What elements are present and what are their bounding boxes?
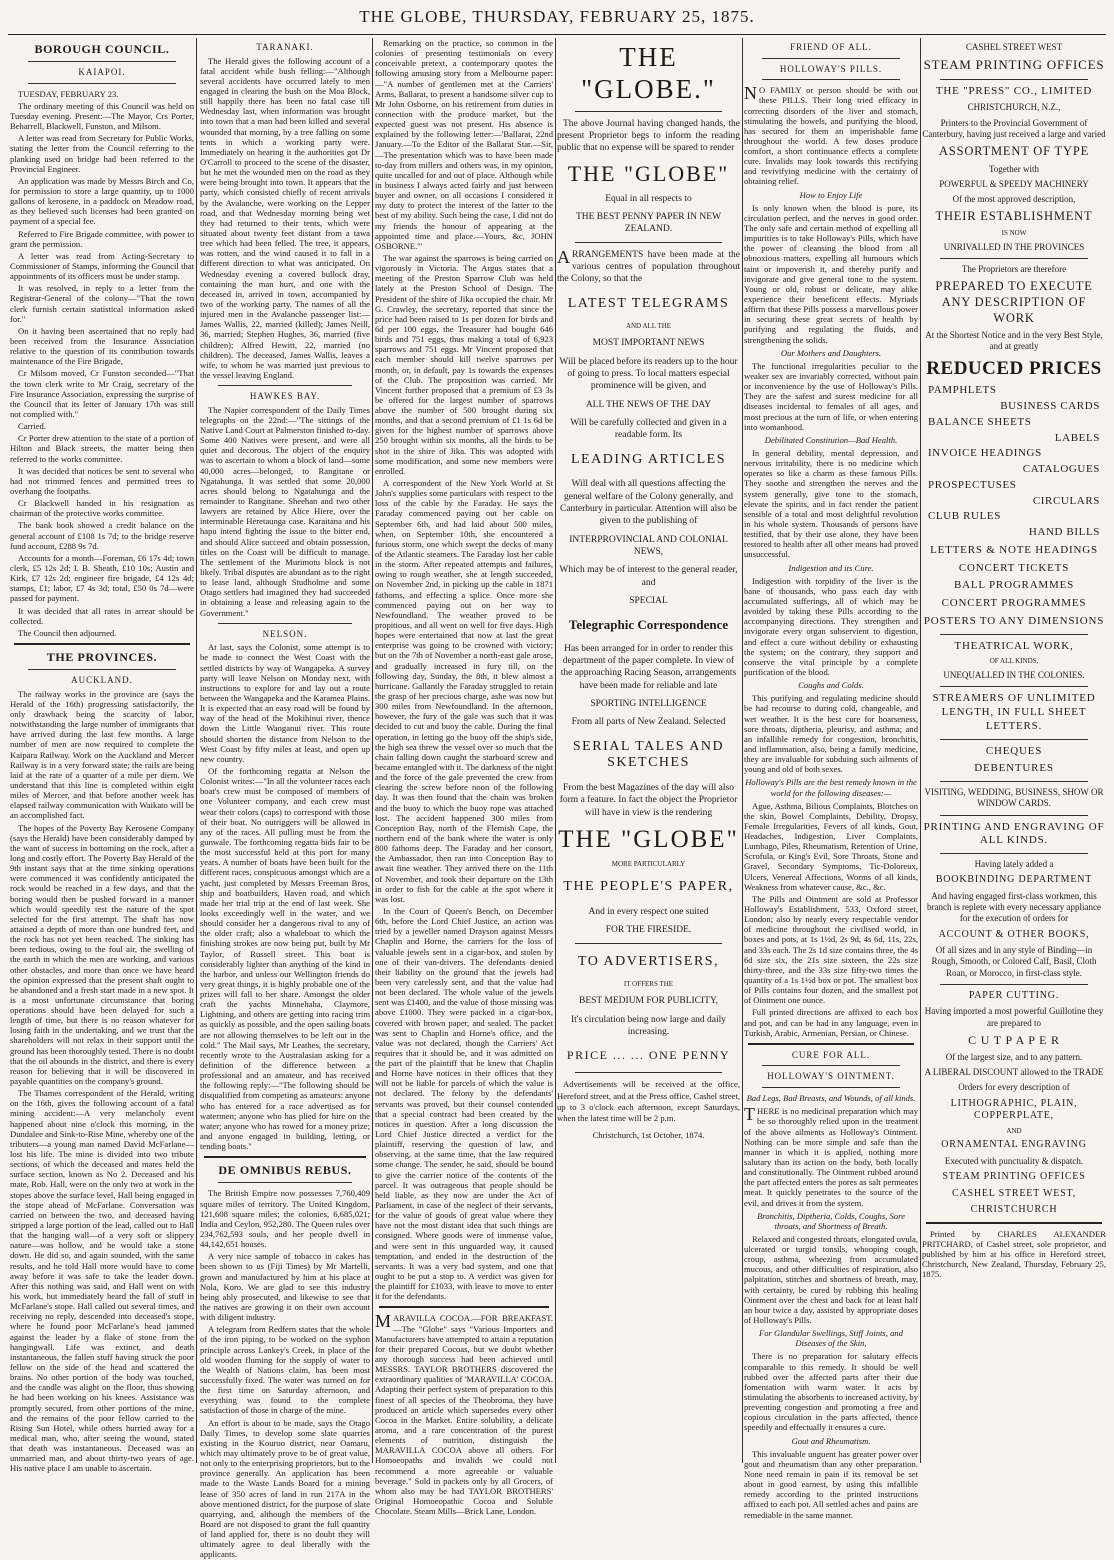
article-paragraph: The Council then adjourned. (18, 627, 117, 638)
section-subheading: KAIAPOI. (78, 67, 126, 78)
column-2 (200, 38, 370, 1560)
section-subheading: TARANAKI. (256, 42, 314, 52)
article-paragraph: Accounts for a month—Foreman, £6 17s 4d; town clerk, £5 12s 2d; I. B. Sheath, £10 10s; Austin and Kirk, £7 12s 2d; engineer fire brigade, £4 12s 4d; stamps, £1; labor, £7 4s 3d; total, £50 0s 7d—were passed for payment. (10, 552, 194, 604)
article-paragraph: A very nice sample of tobacco in cakes has been shown to us (Fiji Times) by Mr Martelli, grown and manufactured by him at his place at Nola, Koro. We are glad to see this industry being ably prosecuted, and likewise to see that the natives are growing it on their own account with diligent industry. (200, 1251, 370, 1323)
article-paragraph: The British Empire now possesses 7,760,409 square miles of territory. The United Kingdom, 121,608 square miles; the colonies, 6,685,021; India and Ceylon, 952,280. The Queen rules over 234,762,593 souls, and her people dwell in 44,142,651 houses. (200, 1188, 370, 1250)
article-paragraph: It was decided that notices be sent to several who had not trimmed fences and permitted trees to overhang the footpaths. (10, 465, 194, 496)
column-divider (196, 38, 197, 1463)
print-item: BALANCE SHEETS (928, 415, 1032, 428)
article-paragraph: TUESDAY, FEBRUARY 23. (18, 88, 119, 99)
article-paragraph: Cr Blackwell handed in his resignation as chairman of the protective works committee. (10, 498, 194, 519)
section-heading: HOLLOWAY'S OINTMENT. (767, 1071, 895, 1082)
column-4-globe-ad: THE "GLOBE." The above Journal having changed hands, the present Proprietor begs to inform the reading public that no expense will be spared to render THE "GLOBE" Equal in all respects to THE BEST PENNY PAPER IN NEW ZEALAND. ARRANGEMENTS have been made at the various centres of population throughout the Colony, so that the LATEST TELEGRAMS AND ALL THE MOST IMPORTANT NEWS Will be placed before its readers up to the hour of going to press. To local matters especial prominence will be given, and ALL THE NEWS OF THE DAY Will be carefully collected and given in a readable form. Its LEADING ARTICLES Will deal with all questions affecting the general welfare of the Colony generally, and Canterbury in particular. Attention will also be given to the publishing of INTERPROVINCIAL AND COLONIAL NEWS, Which may be of interest to the general reader, and SPECIAL Telegraphic Correspondence Has been arranged for in order to render this department of the paper complete. In view of the approaching Racing Season, arrangements have been made for reliable and late SPORTING INTELLIGENCE From all parts of New Zealand. Selected SERIAL TALES AND SKETCHES From the best Magazines of the day will also form a feature. In fact the object the Proprietor will have in view is the rendering THE "GLOBE" MORE PARTICULARLY THE PEOPLE'S PAPER, And in every respect one suited FOR THE FIRESIDE. TO ADVERTISERS, IT OFFERS THE BEST MEDIUM FOR PUBLICITY, It's circulation being now large and daily increasing. PRICE ... ... ONE PENNY Advertisements will be received at the office, Hereford street, and at the Press office, Cashel street, up to 3 o'clock each afternoon, except Saturdays, when the latest time will be 2 p.m. Christchurch, 1st October, 1874. (557, 42, 740, 1141)
print-item: INVOICE HEADINGS (928, 447, 1042, 460)
article-paragraph: A correspondent of the New York World at St John's supplies some particulars with respect to the loss of the cable by the Faraday. He says the Faraday commenced paying out her cable on September 6th, and had laid about 500 miles, when, on September 10th, she encountered a furious storm, one which swept the decks of many of the Atlantic steamers. The Faraday lost her cable in the storm. After repeated attempts and failures, owing to rough weather, she at length succeeded, on November 2nd, in picking up the cable in 1871 fathoms, and effecting a splice. Once more she commenced paying out on her way to Newfoundland. The weather proved to be propitious, and all went on well for five days. High hopes were entertained that now at last the great enterprise was going to be crowned with victory; but on the 7th of November a north-east gale arose, and gradually increased in fury till, on the following day, Sunday, the 8th, it blew almost a hurricane. Gallantly the Faraday struggled to retain the grasp of her precious charge, ashe was now but 300 miles from Newfoundland. In the afternoon, however, the fury of the gale was such that it was decided to cut and buoy the cable. During the final operation, in letting go the buoy off the ship's side, the high sea threw the vessel over so much that the chain falling down caught the starboard screw and became entangled with it. The darkness of the night and the force of the gale prevented the crew from clearing the screw before noon of the following day. It was then found that the chain was broken and the buoy to which the buoy rope was attached lost. The accident happened 300 miles from Conception Bay, north of the Flemish Cape, the northern end of the bank where the water is only 800 fathoms deep. The Faraday and her consort, the Ambassador, then ran into Conception Bay to await fine weather. They arrived there on the 11th of November, and took their departure on the 13th in order to fish for the cable at the spot where it was lost. (375, 478, 553, 904)
masthead: THE GLOBE, THURSDAY, FEBRUARY 25, 1875. (359, 7, 755, 26)
article-paragraph: Carried. (18, 421, 46, 432)
article-paragraph: The Napier correspondent of the Daily Times telegraphs on the 22nd:—"The sittings of the Native Land Court at Palmerston finished to-day. Some 400 Natives were present, and were all quiet and decorous. The object of the enquiry was to ascertain to whom a block of land—some 40,000 acres—belonged, to Rangitane or Ngatahunga. It was settled that some 20,000 acres should belong to Ngatahunga and the remainder to Rangitane. Sheehan and two other lawyers are retained by Alice Hiere, over the interminable Heretaunga case. Karaitana and his hapu intend fighting the issue to the bitter end, and should Alice succeed and obtain possession, titles on the Coast will be difficult to manage. The settlement of the Murimotu block is not likely. Tribal disputes are abundant as to the right to lease land, although Studholme and some Otago settlers had imagined they had succeeded in obtaining a lease and releasing again to the Government." (200, 404, 370, 618)
print-item: PROSPECTUSES (928, 478, 1017, 491)
print-item: CIRCULARS (1032, 494, 1100, 507)
article-paragraph: It was resolved, in reply to a letter from the Registrar-General of the colony—"That the town clerk furnish certain statistical information asked for." (10, 283, 194, 324)
article-paragraph: A telegram from Redfern states that the whole of the iron piping, to be worked on the syphon principle across Lankey's Creek, in place of the old wooden fluming for the supply of water to the Wealth of Nations claim, has been most successfully fixed. The water was turned on for the first time on Saturday afternoon, and everything was found to the complete satisfaction of those in charge of the mine. (200, 1324, 370, 1416)
article-paragraph: An application was made by Messrs Birch and Co, for permission to store a large quantity, up to 1000 gallons of kerosene, in a paddock on Meadow road, as they believed such licenses had been granted on payment of a special fee. (10, 175, 194, 227)
section-heading: HOLLOWAY'S PILLS. (779, 63, 883, 74)
article-paragraph: It was decided that all rates in arrear should be collected. (10, 605, 194, 626)
section-subheading: HAWKES BAY. (249, 391, 321, 402)
article-paragraph: A letter was read from Acting-Secretary to Commissioner of Stamps, informing the Council that appointments of its officers must be under stamp. (10, 250, 194, 282)
column-divider (555, 38, 556, 1463)
article-paragraph: The hopes of the Poverty Bay Kerosene Company (says the Herald) have been considerably damped by the want of success in bottoming on the rock, after a long and costly effort. The Poverty Bay Herald of the 9th instant says that at the time sinking operations were commenced it was confidently anticipated the rock would be reached in a few days, and that the boring would then be pushed forward in a manner which would speedily test the nature of the spot selected for the first attempt. The shaft has now attained a depth of more than one hundred feet, and the rock has not yet been reached. The sinking has been tedious, owing to the foul air, the swelling of the earth in which the men are working, and various other obstacles, and more than once we have heard the opinion expressed that the present shaft ought to be abandoned and a fresh start made in a new spot. It is a most unfortunate circumstance that boring operations should have been delayed for such a length of time, but there is no reason whatever for losing faith in the undertaking, and we trust that the shareholders will not relax in their support until the ground has been thoroughly tested. There is no doubt that the oil abounds in the district, and there is every reason for believing that it will be discovered in payable quantities on the company's ground. (10, 822, 194, 1087)
column-divider (372, 38, 373, 1463)
article-paragraph: Referred to Fire Brigade committee, with power to grant the permission. (10, 228, 194, 249)
masthead-rule (8, 34, 1106, 35)
article-paragraph: Remarking on the practice, so common in the colonies of presenting testimonials on every conceivable pretext, a contemporary quotes the following amusing story from a Melbourne paper:—"A number of gentlemen met at the Carriers' Arms, Ballarat, to present a handsome silver cup to Mr John Osborne, on his retirement from duties in connection with the produce market, but the expected guest was not present. His absence is explained by the following letter:—'Ballarat, 22nd January.—To the Editor of the Ballarat Star.—Sir,—The presentation which was to have been made to-day from millers and others was, in my opinion, quite uncalled for and out of place. Although while in business I always acted fairly and just between buyer and owner, on all occasions I considered it my duty to protect the interest of the latter to the best of my ability. Such being the case, I did not do my friends the honour of appearing at the appointed time and place.—Yours, &c, JOHN OSBORNE.'" (375, 38, 553, 251)
article-paragraph: The bank book showed a credit balance on the general account of £108 1s 7d; to the bridge reserve fund account, £288 9s 7d. (10, 520, 194, 551)
section-subheading: AUCKLAND. (71, 675, 133, 686)
article-paragraph: Of the forthcoming regatta at Nelson the Colonist writes:—"In all the volunteer races each boat's crew must be composed of members of one Volunteer company, and each crew must wear their colors (caps) to correspond with those of their boat. No outriggers will be allowed in any of the races. All pulling must be from the gunwale. The forthcoming regatta bids fair to be the most successful held at this port for many years. A number of boats have been built for the different races, conspicuous amongst which are a yacht, just completed by Messrs Freeman Bros, ship and boatbuilders, Haven road, and which made her trial trip at the end of last week. She looks exceedingly well in the water, and we should consider her a dangerous rival to any of the older craft; also a whaleboat to which the finishing strokes are now being put, built by Mr Taylor, of Russell street. This boat is considerably lighter than anything of the kind in the harbor, and unless our Wellington friends do very great things, it is highly probable one of the prizes will fall to her share. Amongst the older craft the yachts Minnehaha, Claymore, Lightning, and others are getting into racing trim as quickly as possible, and the open sailing boats are not allowing themselves to be left out in the cold." The Mail says, Mr Leathes, the secretary, recently wrote to the Australasian asking for a definition of the difference between a professional and an amateur, and has received the following reply:—"The following should be disqualified from competing as amateurs: anyone who has entered for a race advertised as for watermen; anyone who has plied for hire on the water; anyone who has rowed for a money prize; and anyone engaged in building, letting, or tending boats." (200, 765, 370, 1152)
print-item-list (922, 384, 1106, 540)
section-heading: BOROUGH COUNCIL. (34, 42, 170, 56)
print-item: CLUB RULES (928, 510, 1001, 523)
article-paragraph: An effort is about to be made, says the Otago Daily Times, to develop some slate quarries existing in the Kouroo district, near Oamaru, which may ultimately prove to be of great value, not only to the enterprising proprietors, but to the province generally. An application has been made to the Waste Lands Board for a mining lease of 350 acres of land in run 217A in the above mentioned district, for the purpose of slate quarrying, and, although the members of the Board are not disposed to grant the full quantity of land applied for, there is no doubt they will ultimately agree to deal liberally with the applicants. (200, 1417, 370, 1560)
advertisement-cocoa: MARAVILLA COCOA.—FOR BREAKFAST.—The "Globe" says "Various Importers and Manufacturers have attempted to attain a reputation for their prepared Cocoas, but we doubt whether any thorough success had been achieved until MESSRS. TAYLOR BROTHERS discovered the extraordinary qualities of 'MARAVILLA' COCOA. Adapting their perfect system of preparation to this finest of all species of the Theobroma, they have produced an article which supersedes every other Cocoa in the Market. Entire solubility, a delicate aroma, and a rare concentration of the purest elements of nutrition, distinguish the MARAVILLA COCOA above all others. For Homoeopaths and invalids we could not recommend a more agreeable or valuable beverage." Sold in packets only by all Grocers, of whom also may be had TAYLOR BROTHERS' Original Homoeopathic Cocoa and Soluble Chocolate. Steam Mills—Brick Lane, London. (375, 1311, 553, 1517)
print-item: PAMPHLETS (928, 384, 997, 397)
section-heading: DE OMNIBUS REBUS. (218, 1163, 352, 1178)
article-paragraph: The war against the sparrows is being carried on vigorously in Victoria. The Argus states that a meeting of the Preston Sparrow Club was held lately at the Preston School of Design. The President of the shire of Jika occupied the chair. Mr G. Crawley, the secretary, reported that since the price had been raised to 1s per dozen for birds and 6d per 100 eggs, the Treasurer had bought 646 birds and 751 eggs, thus making a total of 6,923 sparrows and 751 eggs. Mr Vincent proposed that each member should kill twelve sparrows per month, or, in default, pay 1s towards the expenses of the Club. The proposition was carried. Mr Vincent further proposed that a premium of £3 3s be offered for the largest number of sparrows above the number of 500 brought during six months, and that a second premium of £1 1s 6d be given for the highest number of sparrows above 250 brought within six months, all the birds to be shot in the shire of Jika. This was adopted with some modification, and some new members were enrolled. (375, 252, 553, 476)
print-item: HAND BILLS (1028, 526, 1100, 539)
ad-title: THE "GLOBE" (558, 825, 739, 853)
section-subheading: NELSON. (262, 628, 308, 639)
column-6-printing-ad: CASHEL STREET WEST STEAM PRINTING OFFICES THE "PRESS" CO., LIMITED CHRISTCHURCH, N.Z., Printers to the Provincial Government of Canterbury, having just received a large and varied ASSORTMENT OF TYPE Together with POWERFUL & SPEEDY MACHINERY Of the most approved description, THEIR ESTABLISHMENT IS NOW UNRIVALLED IN THE PROVINCES The Proprietors are therefore PREPARED TO EXECUTE ANY DESCRIPTION OF WORK At the Shortest Notice and in the very Best Style, and at greatly REDUCED PRICES PAMPHLETS BUSINESS CARDS BALANCE SHEETS LABELS INVOICE HEADINGS CATALOGUES PROSPECTUSES CIRCULARS CLUB RULES HAND BILLS LETTERS & NOTE HEADINGS CONCERT TICKETS BALL PROGRAMMES CONCERT PROGRAMMES POSTERS TO ANY DIMENSIONS THEATRICAL WORK, OF ALL KINDS, UNEQUALLED IN THE COLONIES. STREAMERS OF UNLIMITED LENGTH, IN FULL SHEET LETTERS. CHEQUES DEBENTURES VISITING, WEDDING, BUSINESS, SHOW OR WINDOW CARDS. PRINTING AND ENGRAVING OF ALL KINDS. Having lately added a BOOKBINDING DEPARTMENT And having engaged first-class workmen, this branch is replete with every necessary appliance for the execution of orders for ACCOUNT & OTHER BOOKS, Of all sizes and in any style of Binding—in Rough, Smooth, or Colored Calf, Basil, Cloth Roan, or Morocco, in first-class style. PAPER CUTTING. Having imported a most powerful Guillotine they are prepared to C U T P A P E R Of the largest size, and to any pattern. A LIBERAL DISCOUNT allowed to the TRADE Orders for every description of LITHOGRAPHIC, PLAIN, COPPERPLATE, AND ORNAMENTAL ENGRAVING Executed with punctuality & dispatch. STEAM PRINTING OFFICES CASHEL STREET WEST, CHRISTCHURCH Printed by CHARLES ALEXANDER PRITCHARD, of Cashel street, sole proprietor, and published by him at his office in Hereford street, Christchurch, New Zealand, Thursday, February 25, 1875. (922, 42, 1106, 1280)
ad-title: THE "GLOBE." (581, 42, 716, 104)
print-item: LABELS (1054, 431, 1100, 444)
article-paragraph: The ordinary meeting of this Council was held on Tuesday evening. Present:—The Mayor, Crs Porter, Beharrell, Blackwell, Funston, and Milsom. (10, 100, 194, 132)
column-divider (920, 38, 921, 1463)
column-divider (742, 38, 743, 1463)
article-paragraph: A letter was read from Secretary for Public Works, stating the letter from the Council referring to the planking used on bridge had been referred to the Provincial Engineer. (10, 133, 194, 174)
print-item: BUSINESS CARDS (1000, 400, 1100, 413)
article-paragraph: Cr Milsom moved, Cr Funston seconded—"That the town clerk write to Mr Craig, secretary of the Fire Insurance Association, expressing the surprise of the Council that its letter of January 17th was still not complied with." (10, 368, 195, 419)
print-item: CATALOGUES (1022, 463, 1100, 476)
ad-title: THE "GLOBE" (567, 160, 730, 186)
article-paragraph: Cr Porter drew attention to the state of a portion of Hilton and Black streets, the matter being then referred to the works committee. (10, 433, 194, 464)
column-3 (375, 38, 553, 1517)
article-paragraph: The Herald gives the following account of a fatal accident while bush felling:—"Although several accidents have occurred lately to men engaged in clearing the bush on the Moa Block, still happily there has been no fatal case till Wednesday last, when information was brought into town that a man had been killed and several wounded that morning, by a tree falling on some tents in which a working party were. Immediately on hearing it the authorities got Dr O'Carroll to proceed to the scene of the disaster, but he met the wounded men on the road as they were being brought into town. It appears that the party, which consisted chiefly of recent arrivals by the Avalanche, were working on the Lepper road, and that Wednesday morning being wet they had returned to their tents, which were situated about twenty feet distant from a tawa tree which had been felled. The tree, it appears, was rotten, and the wind caused it to fall in a different direction to what was anticipated. On Wednesday evening a covered bullock dray, containing the man hurt, and one with the deceased in, arrived in town, accompanied by two of the working party. The names of all the injured men in the Avalanche passenger list:—James Wallis, 22, married (killed); James Neill, 36, married; Stephen Hughes, 36, married (five children); Alfred Hewitt, 22, married (no children). The deceased, James Wallis, leaves a wife, to whom he was married just previous to the vessel leaving England. (200, 55, 370, 380)
section-heading: THE PROVINCES. (46, 649, 158, 664)
article-paragraph: In the Court of Queen's Bench, on December 6th, before the Lord Chief Justice, an action was tried by a jeweller named Drayson against Messrs Chaplin and Horne, the carriers for the loss of valuable jewels sent in a cigar-box, and stolen by one of their van-drivers. The defendants denied their liability on the ground that the jewels had been very carelessly sent, and that the value had not been declared. The whole value of the jewels sent was £1400, and the value of those missing was above £1000. They were packed in a cigar-box, covered with brown paper, and sealed. The packet was sent to Chaplin and Horne's office, and the value was not declared, though the Carriers' Act requires that it should be, and it was admitted on the part of the plaintiff that he knew that Chaplin and Horne have notices in their offices that they will not be liable for parcels of which the value is not declared. The felony by the defendants' servants was proved, but their counsel contended that a special contract had been created by the notices in question. After a long discussion the Lord Chief Justice directed a verdict for the plaintiff, reserving the question of law, and observing, at the same time, that the law required some change. The sender, he said, should be bound to give the carrier notice of the contents of the parcel. It was outrageous that people should be held liable, as they now are under the Act of Parliament, in case of the neglect of their servants, for the value of goods of great value where they have not the most distant idea that such things are consigned. Where goods were of immense value, and were sent in this unguarded way, it caused temptation, and ended in the destruction of the servants. It was a very bad system, and one that ought to be put a stop to. A verdict was given for the plaintiff for £1033, with leave to move to enter it for the defendants. (375, 905, 553, 1302)
article-paragraph: The Thames correspondent of the Herald, writing on the 16th, gives the following account of a fatal mining accident:—A very melancholy event happened about nine o'clock this morning, in the Dundalee and Sink-to-Rise Mine, whereby one of the tributers—a young man named David McFarlane—lost his life. The mine is divided into two tribute sections, of which the deceased and mates held the surface section, known as No 2. Deceased and his mate, Rob. Hall, were on the only two at work in the stopes above the surface level, Hall being engaged in the stope ahead of McFarlane. Conversation was carried on between the two, and deceased having stripped a large portion of the lead, called out to Hall that the hanging wall—of a very soft or slippery nature—was hollow, and he would take a stone down. He did so, and again sounded, with the same results, and he told Hall more would have to come away before it was safe to take the leader down. After this nothing was said, and Hall went on with his work, but immediately heard the fall of stuff in McFarlane's stope. Hall called out several times, and receiving no reply, descended into deceased's stope, where he found poor McFarlane's head jammed against the leader by a flake of stone from the hangingwall. Life was extinct, and death instantaneous, the fallen stuff having struck the poor fellow on the side of the head and scattered the brains. No other portion of the body was touched, and the candle was alight on the floor, thus showing he had been working on his knees. Assistance was promptly secured, from other portions of the mine, and the remains of the poor fellow carried to the Rising Sun Hotel, while others hurried away for a medical man, who, after seeing the wound, stated that death was instantaneous. Deceased was an unmarried man, and about thirty-two years of age. His native place I am unable to ascertain. (10, 1088, 194, 1474)
column-1 (10, 38, 195, 1474)
imprint: Printed by CHARLES ALEXANDER PRITCHARD, of Cashel street, sole proprietor, and published by him at his office in Hereford street, Christchurch, New Zealand, Thursday, February 25, 1875. (922, 1228, 1106, 1280)
article-paragraph: The railway works in the province are (says the Herald of the 16th) progressing satisfactorily, the only drawback being the scarcity of labor, notwithstanding the large number of immigrants that have arrived during the last few months. A large number of men are now required to complete the Kaipara Railway. Work on the Auckland and Mercer Railway is in a very forward state; the rails are being laid at the rate of a quarter of a mile per diem. We understand that this line is completed within eight miles of Mercer, and that before another week has elapsed railway communication with Waikato will be an accomplished fact. (10, 688, 194, 821)
article-paragraph: At last, says the Colonist, some attempt is to be made to connect the West Coast with the settled districts by way of Wangapeka. A survey party will leave Nelson on Monday next, with instructions to explore for and lay out a route between the Wangapeka and the Karamea Plains. It is expected that an easy road will be found by way of the head of the Mokihinui river, thence down the Little Wanganui river. This route should shorten the distance from Nelson to the West Coast by fifty miles at least, and open up new country. (200, 642, 370, 764)
article-paragraph: On it having been ascertained that no reply had been received from the Insurance Association relative to the question of its contribution towards maintenance of the Fire Brigade, (10, 325, 194, 367)
column-5-holloway: FRIEND OF ALL. HOLLOWAY'S PILLS. N O FAMILY or person should be with out these PILLS. Their long tried efficacy in correcting disorders of the liver and stomach, stimulating the bowels, and purifying the blood, has secured for them an imperishable fame throughout the world. A few doses produce comfort, a short continuance effects a complete cure. Invalids may look towards this rectifying and revivifying medicine with the certainty of obtaining relief. How to Enjoy Life Is only known when the blood is pure, its circulation perfect, and the nerves in good order. The only safe and certain method of expelling all impurities is to take Holloway's Pills, which have the power of cleansing the blood from all obnoxious matters, expelling all humours which taint or impoverish it, and thereby purify and invigorate and give general tone to the system. Young or old, robust or delicate, may alike experience their beneficent effects. Myriads affirm that these Pills possess a marvellous power in securing these great secrets of health by purifying and regulating the fluids, and strengthening the solids. Our Mothers and Daughters. The functional irregularities peculiar to the weaker sex are invariably corrected, without pain or inconvenience by the use of Holloway's Pills. They are the safest and surest medicine for all diseases incidental to females of all ages, and most precious at the turn of life, or when entering into womanhood. Debilitated Constitution—Bad Health. In general debility, mental depression, and nervous irritability, there is no medicine which operates so like a charm as these famous Pills. They soothe and strengthen the nerves and the system generally, give tone to the stomach, elevate the spirits, and in fact render the patient sensible of a total and most delightful revolution in his whole system. Thousands of persons have testified, that by their use alone, they have been restored to health after all other means had proved unsuccessful. Indigestion and its Cure. Indigestion with torpidity of the liver is the bane of thousands, who pass each day with accumulated sufferings, all of which may be avoided by taking these Pills according to the accompanying directions. They strengthen and invigorate every organ subservient to digestion, and effect a cure without debility or exhausting the system; on the contrary, they support and conserve the vital principle by a complete purification of the blood. Coughs and Colds. This purifying and regulating medicine should be had recourse to during cold, changeable, and wet weather. It is the best cure for hoarseness, sore throats, diptheria, pleurisy, and asthma; and an infallible remedy for congestion, bronchitis, and inflammation, also, being a family medicine, they are invaluable for subduing such ailments of young and old of both sexes. Holloway's Pills are the best remedy known in the world for the following diseases:— Ague, Asthma, Bilious Complaints, Blotches on the skin, Bowel Complaints, Debility, Dropsy, Female Irregularities, Fevers of all kinds, Gout, Headaches, Indigestion, Liver Complaints, Lumbago, Piles, Rheumatism, Retention of Urine, Scrofula, or King's Evil, Sore Throats, Stone and Gravel, Secondary Symptoms, Tic-Doloreux, Ulcers, Venereal Affections, Worms of all kinds, Weakness from whatever cause, &c., &c. The Pills and Ointment are sold at Professor Holloway's Establishment, 533, Oxford street, London; also by nearly every respectable vendor of medicine throughout the civilised world, in boxes and pots, at 1s 1½d, 2s 9d, 4s 6d, 11s, 22s, and 33s each. The 2s 1d size contains three, the 4s 6d size six, the 21s size sixteen, the 22s size thirty-three, and the 33s size fifty-two times the quantity of a 1s 1½d box or pot. The smallest box of Pills contains four dozen, and the smallest pot of Ointment one ounce. Full printed directions are affixed to each box and pot, and can be had in any language, even in Turkish, Arabic, Armenian, Persian, or Chinese. CURE FOR ALL. HOLLOWAY'S OINTMENT. Bad Legs, Bad Breasts, and Wounds, of all kinds. THERE is no medicinal preparation which may be so thoroughly relied upon in the treatment of the above ailments as Holloway's Ointment. Nothing can be more simple and safe than the manner in which it is applied, nothing more salutary than its action on the body, both locally and constitutionally. The Ointment rubbed around the part affected enters the pores as salt permeates meat. It quickly penetrates to the source of the evil, and drives it from the system. Bronchitis, Diptheria, Colds, Coughs, Sore throats, and Shortness of Breath. Relaxed and congested throats, elongated uvula, ulcerated or turgid tonsils, whooping cough, croup, asthma, wheezing from accumulated mucous, and other difficulties of respiration, also palpitation, stitches and shortness of breath, may, with certainty, be cured by rubbing this healing Ointment over the chest and back for at least half an hour twice a day, assisted by appropriate doses of Holloway's Pills. For Glandular Swellings, Stiff Joints, and Diseases of the Skin, There is no preparation for salutary effects comparable to this remedy. It should be well rubbed over the affected parts after their due fomentation with warm water. It acts by stimulating the absorbents to increased activity, by preventing congestion and promoting a free and copious circulation in the parts affected, thence speedily and effectually it ensures a cure. Gout and Rheumatism. This invaluable unguent has greater power over gout and rheumatism than any other preparation. None need remain in pain if its removal be set about in good earnest, by using this infallible remedy according to the printed instructions affixed to each pot. All settled aches and pains are remediable in the same manner. (744, 42, 918, 1520)
